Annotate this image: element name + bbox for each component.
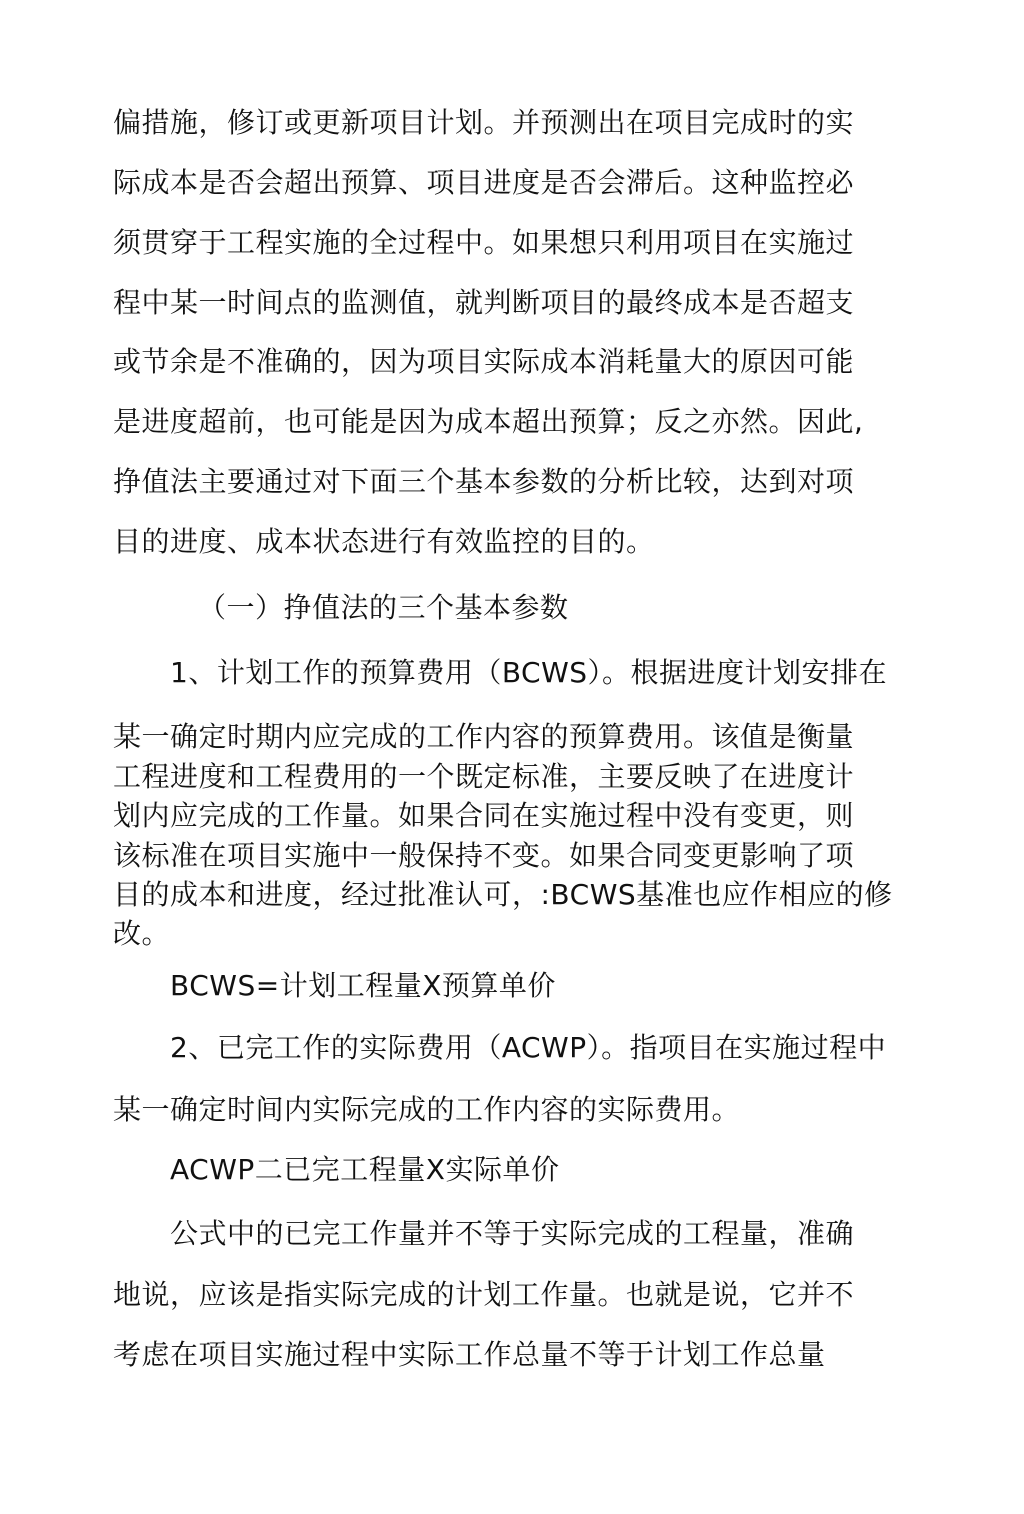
body-text-line: 程中某一时间点的监测值，就判断项目的最终成本是否超支: [113, 286, 855, 319]
body-text-line: 某一确定时间内实际完成的工作内容的实际费用。: [113, 1093, 741, 1126]
list-item-heading: 2、已完工作的实际费用（ACWP）。指项目在实施过程中: [170, 1031, 887, 1064]
body-text-line: 目的进度、成本状态进行有效监控的目的。: [113, 525, 655, 558]
list-item-heading: 1、计划工作的预算费用（BCWS）。根据进度计划安排在: [170, 656, 888, 689]
body-text-line: 该标准在项目实施中一般保持不变。如果合同变更影响了项: [113, 839, 855, 872]
formula-line: ACWP二已完工程量X实际单价: [170, 1153, 560, 1186]
body-text-line: 须贯穿于工程实施的全过程中。如果想只利用项目在实施过: [113, 226, 855, 259]
body-text-line: 地说，应该是指实际完成的计划工作量。也就是说，它并不: [113, 1278, 855, 1311]
body-text-line: 目的成本和进度，经过批准认可，:BCWS基准也应作相应的修: [113, 878, 893, 911]
body-text-line: 考虑在项目实施过程中实际工作总量不等于计划工作总量: [113, 1338, 826, 1371]
body-text-line: 或节余是不准确的，因为项目实际成本消耗量大的原因可能: [113, 345, 855, 378]
body-text-line: 某一确定时期内应完成的工作内容的预算费用。该值是衡量: [113, 720, 855, 753]
body-text-line: 划内应完成的工作量。如果合同在实施过程中没有变更，则: [113, 799, 855, 832]
body-text-line: 际成本是否会超出预算、项目进度是否会滞后。这种监控必: [113, 166, 855, 199]
body-text-line: 公式中的已完工作量并不等于实际完成的工程量，准确: [170, 1217, 855, 1250]
formula-line: BCWS=计划工程量X预算单价: [170, 969, 556, 1002]
section-heading: （一）挣值法的三个基本参数: [198, 591, 569, 624]
body-text-line: 是进度超前，也可能是因为成本超出预算；反之亦然。因此,: [113, 405, 864, 438]
body-text-line: 工程进度和工程费用的一个既定标准，主要反映了在进度计: [113, 760, 855, 793]
body-text-line: 改。: [113, 917, 171, 950]
body-text-line: 挣值法主要通过对下面三个基本参数的分析比较，达到对项: [113, 465, 855, 498]
body-text-line: 偏措施，修订或更新项目计划。并预测出在项目完成时的实: [113, 106, 855, 139]
